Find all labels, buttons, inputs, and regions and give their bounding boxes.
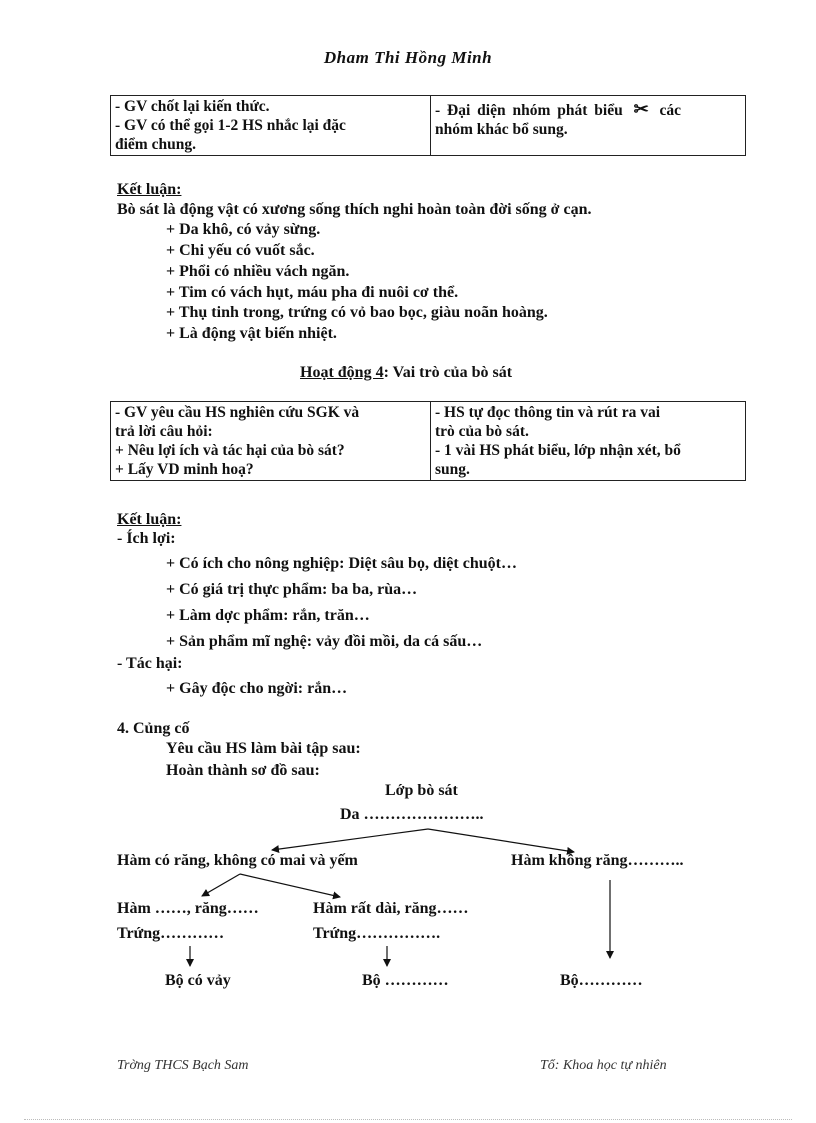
page-bottom-divider — [24, 1119, 792, 1120]
arrow-root-left — [272, 829, 428, 850]
section-title: 4. Củng cố — [117, 720, 190, 737]
table1-left-line: - GV chốt lại kiến thức. — [115, 98, 270, 115]
table2-right-line: trò của bò sát. — [435, 423, 529, 440]
exercise-line: Yêu cầu HS làm bài tập sau: — [166, 740, 361, 757]
conclusion-item: + Da khô, có vảy sừng. — [166, 221, 321, 238]
conclusion-item: + Phổi có nhiều vách ngăn. — [166, 263, 350, 280]
footer-department: Tổ: Khoa học tự nhiên — [540, 1058, 667, 1073]
activity-heading-label: Hoạt động 4 — [300, 364, 384, 381]
diagram-sub-mid: Trứng……………. — [313, 925, 441, 942]
table1-right-line: nhóm khác bổ sung. — [435, 121, 568, 138]
table1-left-line: - GV có thể gọi 1-2 HS nhắc lại đặc — [115, 117, 346, 134]
table2-left-line: + Nêu lợi ích và tác hại của bò sát? — [115, 442, 345, 459]
benefit-item: + Có ích cho nông nghiệp: Diệt sâu bọ, diệt chuột… — [166, 555, 517, 572]
scissors-icon: ✂ — [633, 99, 649, 119]
diagram-order: Bộ có vảy — [165, 972, 231, 989]
diagram-skin: Da ………………….. — [340, 806, 484, 823]
table1-right-text: - Đại diện nhóm phát biểu — [435, 102, 623, 119]
arrow-left-sub2 — [240, 874, 340, 897]
benefit-item: + Sản phẩm mĩ nghệ: vảy đồi mồi, da cá sấu… — [166, 633, 483, 650]
table2-right-line: - HS tự đọc thông tin và rút ra vai — [435, 404, 661, 421]
table2-left-line: - GV yêu cầu HS nghiên cứu SGK và — [115, 404, 360, 421]
conclusion-item: + Thụ tinh trong, trứng có vỏ bao bọc, giàu noãn hoàng. — [166, 304, 548, 321]
table2-left-line: trả lời câu hỏi: — [115, 423, 213, 440]
activity-heading-title: : Vai trò của bò sát — [383, 364, 513, 381]
diagram-sub-left: Hàm ……, răng…… — [117, 900, 259, 917]
arrow-root-right — [428, 829, 574, 852]
benefit-item: + Có giá trị thực phẩm: ba ba, rùa… — [166, 581, 418, 598]
diagram-order: Bộ ………… — [362, 972, 449, 989]
table2-left-line: + Lấy VD minh hoạ? — [115, 461, 254, 478]
conclusion-item: + Tim có vách hụt, máu pha đi nuôi cơ thể. — [166, 284, 459, 301]
diagram-left-branch: Hàm có răng, không có mai và yếm — [117, 852, 358, 869]
exercise-line: Hoàn thành sơ đồ sau: — [166, 762, 320, 779]
diagram-sub-left: Trứng………… — [117, 925, 225, 942]
benefit-item: + Làm dợc phẩm: rắn, trăn… — [166, 607, 370, 624]
conclusion-intro: Bò sát là động vật có xương sống thích nghi hoàn toàn đời sống ở cạn. — [117, 201, 592, 218]
diagram-right-branch: Hàm không răng……….. — [511, 852, 684, 869]
harms-title: - Tác hại: — [117, 655, 183, 672]
table1-right-text: các — [659, 102, 682, 119]
table1-left-line: điểm chung. — [115, 136, 196, 153]
footer-school: Trờng THCS Bạch Sam — [117, 1058, 249, 1073]
conclusion-item: + Là động vật biến nhiệt. — [166, 325, 337, 342]
conclusion-title: Kết luận: — [117, 511, 182, 528]
benefits-title: - Ích lợi: — [117, 530, 176, 547]
diagram-order: Bộ………… — [560, 972, 643, 989]
diagram-sub-mid: Hàm rất dài, răng…… — [313, 900, 469, 917]
table2-right-line: - 1 vài HS phát biểu, lớp nhận xét, bổ — [435, 442, 681, 459]
page-header-author: Dham Thi Hồng Minh — [323, 48, 493, 67]
table2-right-line: sung. — [435, 461, 470, 478]
diagram-root: Lớp bò sát — [385, 782, 458, 799]
conclusion-title: Kết luận: — [117, 181, 182, 198]
arrow-left-sub1 — [202, 874, 240, 896]
harm-item: + Gây độc cho ngời: rắn… — [166, 680, 348, 697]
conclusion-item: + Chi yếu có vuốt sắc. — [166, 242, 315, 259]
